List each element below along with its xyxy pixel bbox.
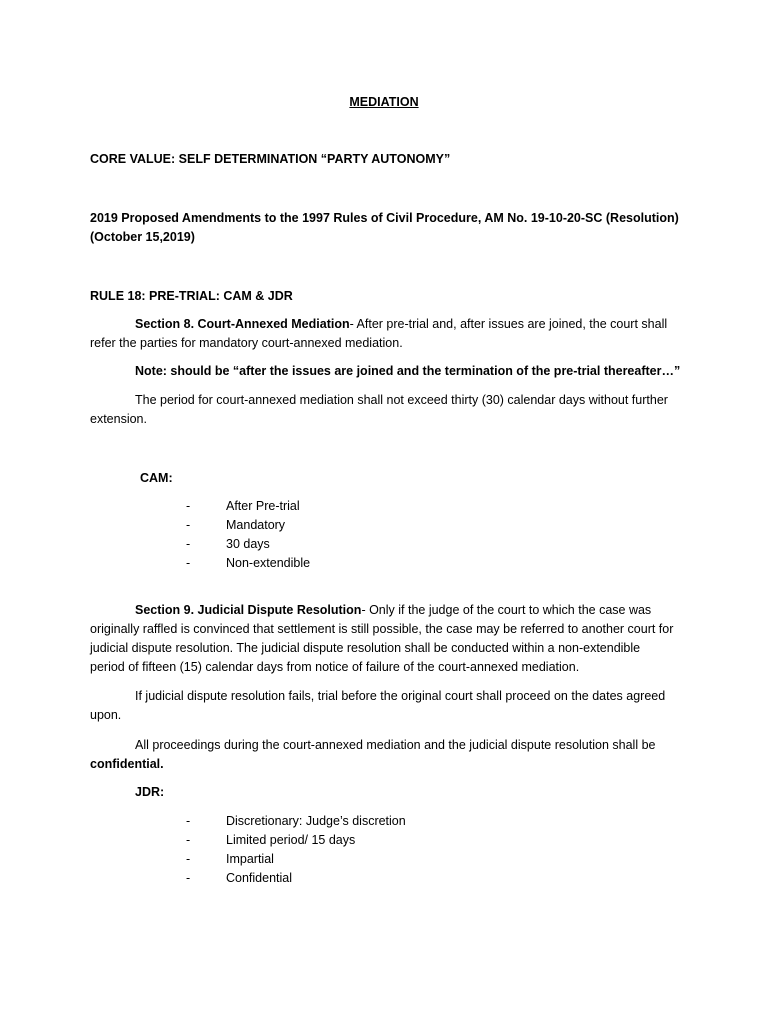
- cam-list-item: - Mandatory: [186, 518, 286, 532]
- period-paragraph: The period for court-annexed mediation shall not exceed thirty (30) calendar days without further extension.: [90, 393, 668, 426]
- section-9-heading: Section 9. Judicial Dispute Resolution: [135, 603, 362, 617]
- jdr-list-item: - Confidential: [186, 871, 293, 885]
- section-8-text: - After pre-trial and, after issues are joined, the court shall refer the parties for mandatory court-annexed mediation.: [90, 317, 668, 350]
- amendments-heading-line1: 2019 Proposed Amendments to the 1997 Rules of Civil Procedure, AM No. 19-10-20-SC (Resolution): [90, 211, 679, 225]
- cam-label: CAM:: [140, 471, 173, 485]
- cam-list-item: - Non-extendible: [186, 556, 311, 570]
- note-text: Note: should be “after the issues are joined and the termination of the pre-trial thereafter…”: [135, 364, 681, 378]
- cam-list-item: - After Pre-trial: [186, 499, 300, 513]
- jdr-list-item: - Discretionary: Judge’s discretion: [186, 814, 406, 828]
- jdr-list-item: - Impartial: [186, 852, 274, 866]
- section-8-heading: Section 8. Court-Annexed Mediation: [135, 317, 350, 331]
- jdr-fails-paragraph: If judicial dispute resolution fails, trial before the original court shall proceed on the dates agreed upon.: [90, 689, 666, 722]
- jdr-label: JDR:: [135, 785, 165, 799]
- document-title: MEDIATION: [349, 95, 419, 109]
- section-8-paragraph: [90, 315, 678, 353]
- cam-list-item: - 30 days: [186, 537, 270, 551]
- confidential-word: confidential.: [90, 757, 164, 771]
- section-9-paragraph: [90, 601, 678, 677]
- amendments-heading-line2: (October 15,2019): [90, 230, 195, 244]
- core-value-heading: CORE VALUE: SELF DETERMINATION “PARTY AUTONOMY”: [90, 152, 451, 166]
- confidential-paragraph: All proceedings during the court-annexed mediation and the judicial dispute resolution shall be confidential.: [90, 738, 656, 771]
- jdr-list-item: - Limited period/ 15 days: [186, 833, 356, 847]
- rule-18-heading: RULE 18: PRE-TRIAL: CAM & JDR: [90, 289, 293, 303]
- section-9-text: - Only if the judge of the court to which the case was originally raffled is convinced that settlement is still possible, the case may be referred to another court for judicial dispute resolution. The judicial dispute resolution shall be conducted within a non-extendible period of fifteen (15) calendar days from notice of failure of the court-annexed mediation.: [90, 603, 674, 674]
